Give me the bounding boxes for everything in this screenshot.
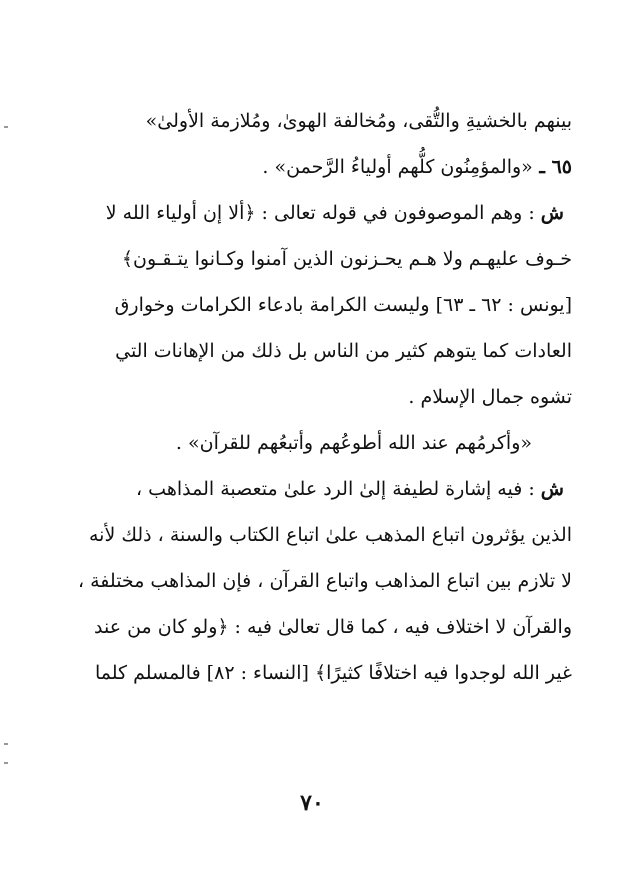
text-line xyxy=(62,236,572,282)
text-segment: : فيه إشارة لطيفة إلىٰ الرد علىٰ متعصبة المذاهب ، xyxy=(136,478,541,500)
text-line xyxy=(62,512,572,558)
text-segment: الذين يؤثرون اتباع المذهب علىٰ اتباع الكتاب والسنة ، ذلك لأنه xyxy=(89,524,572,546)
text-line xyxy=(62,144,572,190)
text-segment: العادات كما يتوهم كثير من الناس بل ذلك من الإهانات التي xyxy=(115,340,572,362)
text-line xyxy=(62,466,572,512)
text-segment: بينهم بالخشيةِ والتُّقى، ومُخالفة الهوىٰ، ومُلازمة الأولىٰ» xyxy=(145,110,572,132)
text-line xyxy=(62,604,572,650)
text-segment: : وهم الموصوفون في قوله تعالى : ﴿ألا إن أولياء الله لا xyxy=(105,202,541,224)
text-line xyxy=(62,98,572,144)
text-line xyxy=(62,282,572,328)
page-number: ٧٠ xyxy=(300,790,324,816)
text-line xyxy=(62,420,572,466)
text-line xyxy=(62,558,572,604)
bold-text-segment: ٦٥ ـ xyxy=(532,156,572,178)
text-segment: تشوه جمال الإسلام . xyxy=(408,386,572,408)
bold-text-segment: ش xyxy=(540,478,564,500)
text-segment: [يونس : ٦٢ ـ ٦٣] وليست الكرامة بادعاء الكرامات وخوارق xyxy=(114,294,572,316)
scan-edge-mark xyxy=(4,743,8,745)
text-segment: خـوف عليهـم ولا هـم يحـزنون الذين آمنوا وكـانوا يتـقـون﴾ xyxy=(121,248,572,270)
text-segment: غير الله لوجدوا فيه اختلافًا كثيرًا﴾ [النساء : ٨٢] فالمسلم كلما xyxy=(94,662,572,684)
text-segment: «وأكرمُهم عند الله أطوعُهم وأتبعُهم للقرآن» . xyxy=(175,432,532,454)
scan-edge-mark xyxy=(4,126,8,128)
text-segment: والقرآن لا اختلاف فيه ، كما قال تعالىٰ فيه : ﴿ولو كان من عند xyxy=(94,616,572,638)
bold-text-segment: ش xyxy=(540,202,564,224)
text-line xyxy=(62,328,572,374)
text-line xyxy=(62,650,572,696)
text-line xyxy=(62,374,572,420)
text-segment: «والمؤمِنُون كلُّهم أولياءُ الرَّحمن» . xyxy=(262,156,533,178)
scan-edge-mark xyxy=(4,762,8,764)
body-text xyxy=(62,98,572,696)
text-line xyxy=(62,190,572,236)
text-segment: لا تلازم بين اتباع المذاهب واتباع القرآن ، فإن المذاهب مختلفة ، xyxy=(77,570,572,592)
